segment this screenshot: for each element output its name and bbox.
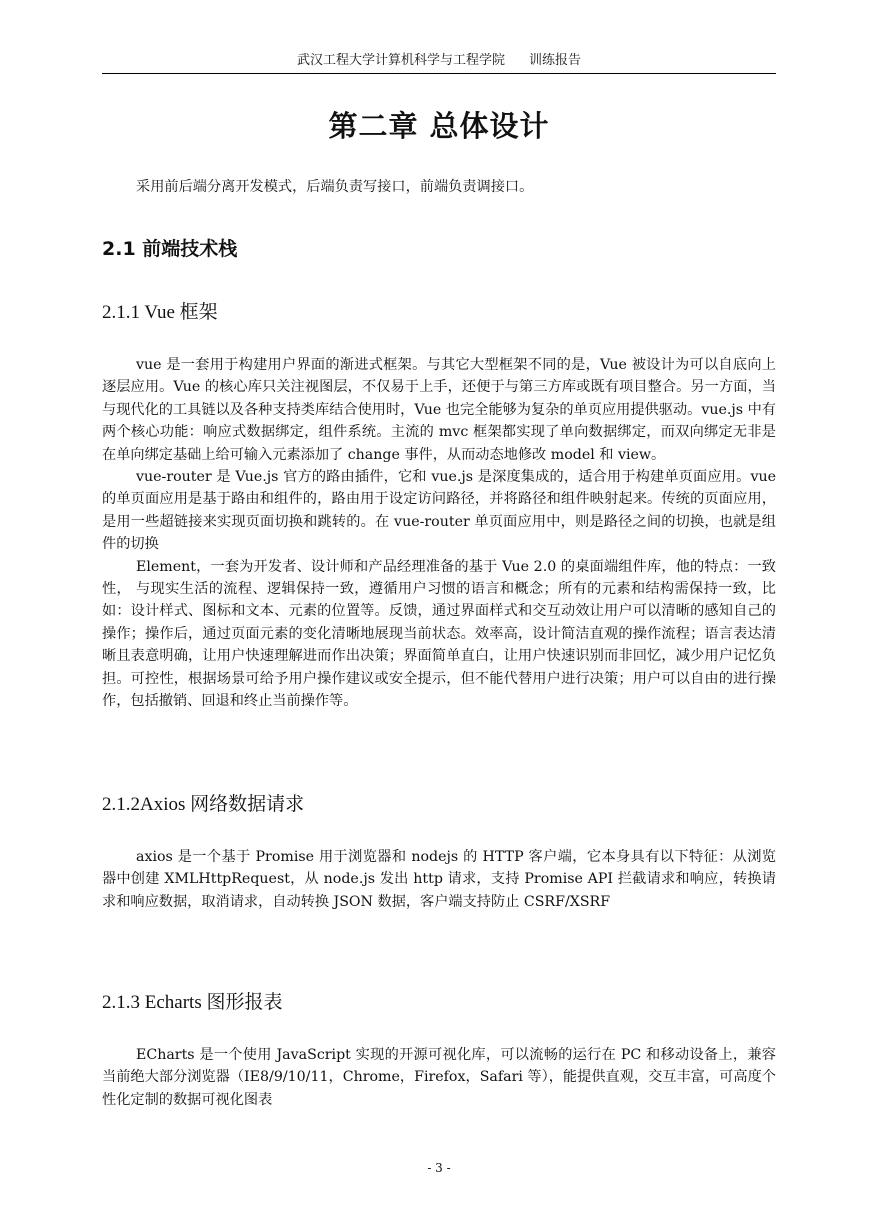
subsection-heading-2-1-3: 2.1.3 Echarts 图形报表 (102, 992, 283, 1013)
chapter-title: 第二章 总体设计 (328, 109, 550, 143)
vue-paragraph: vue 是一套用于构建用户界面的渐进式框架。与其它大型框架不同的是，Vue 被设计为可以自底向上逐层应用。Vue 的核心库只关注视图层，不仅易于上手，还便于与第三方库或既有项目整合。另一方面，当与现代化的工具链以及各种支持类库结合使用时，Vue 也完全能够为复杂的单页应用提供驱动。vue.js 中有两个核心功能：响应式数据绑定，组件系统。主流的 mvc 框架都实现了单向数据绑定，而双向绑定无非是在单向绑定基础上给可输入元素添加了 change 事件，从而动态地修改 model 和 view。 (102, 357, 776, 463)
element-paragraph: Element，一套为开发者、设计师和产品经理准备的基于 Vue 2.0 的桌面端组件库，他的特点：一致性， 与现实生活的流程、逻辑保持一致，遵循用户习惯的语言和概念；所有的元素和结构需保持一致，比如：设计样式、图标和文本、元素的位置等。反馈，通过界面样式和交互动效让用户可以清晰的感知自己的操作；操作后，通过页面元素的变化清晰地展现当前状态。效率高，设计简洁直观的操作流程；语言表达清晰且表意明确，让用户快速理解进而作出决策；界面简单直白，让用户快速识别而非回忆，减少用户记忆负担。可控性，根据场景可给予用户操作建议或安全提示，但不能代替用户进行决策；用户可以自由的进行操作，包括撤销、回退和终止当前操作等。 (102, 558, 776, 710)
page-number: - 3 - (427, 1161, 451, 1175)
header-report-type: 训练报告 (529, 53, 582, 68)
header-rule (102, 73, 776, 74)
intro-paragraph: 采用前后端分离开发模式，后端负责写接口，前端负责调接口。 (136, 179, 534, 195)
vue-router-paragraph: vue-router 是 Vue.js 官方的路由插件，它和 vue.js 是深度集成的，适合用于构建单页面应用。vue 的单页面应用是基于路由和组件的，路由用于设定访问路径，并将路径和组件映射起来。传统的页面应用，是用一些超链接来实现页面切换和跳转的。在 vue-router 单页面应用中，则是路径之间的切换，也就是组件的切换 (102, 469, 776, 553)
subsection-heading-2-1-2: 2.1.2Axios 网络数据请求 (102, 794, 305, 815)
page-header (102, 52, 776, 70)
axios-paragraph: axios 是一个基于 Promise 用于浏览器和 nodejs 的 HTTP 客户端，它本身具有以下特征：从浏览器中创建 XMLHttpRequest，从 node.js 发出 http 请求，支持 Promise API 拦截请求和响应，转换请求和响应数据，取消请求，自动转换 JSON 数据，客户端支持防止 CSRF/XSRF (102, 849, 776, 910)
vue-section-body (102, 354, 776, 713)
subsection-heading-2-1-1: 2.1.1 Vue 框架 (102, 302, 218, 323)
header-school: 武汉工程大学计算机科学与工程学院 (296, 53, 505, 68)
section-heading-2-1: 2.1 前端技术栈 (102, 238, 238, 260)
echarts-paragraph: ECharts 是一个使用 JavaScript 实现的开源可视化库，可以流畅的运行在 PC 和移动设备上，兼容当前绝大部分浏览器（IE8/9/10/11，Chrome，Firefox，Safari 等），能提供直观，交互丰富，可高度个性化定制的数据可视化图表 (102, 1047, 776, 1108)
